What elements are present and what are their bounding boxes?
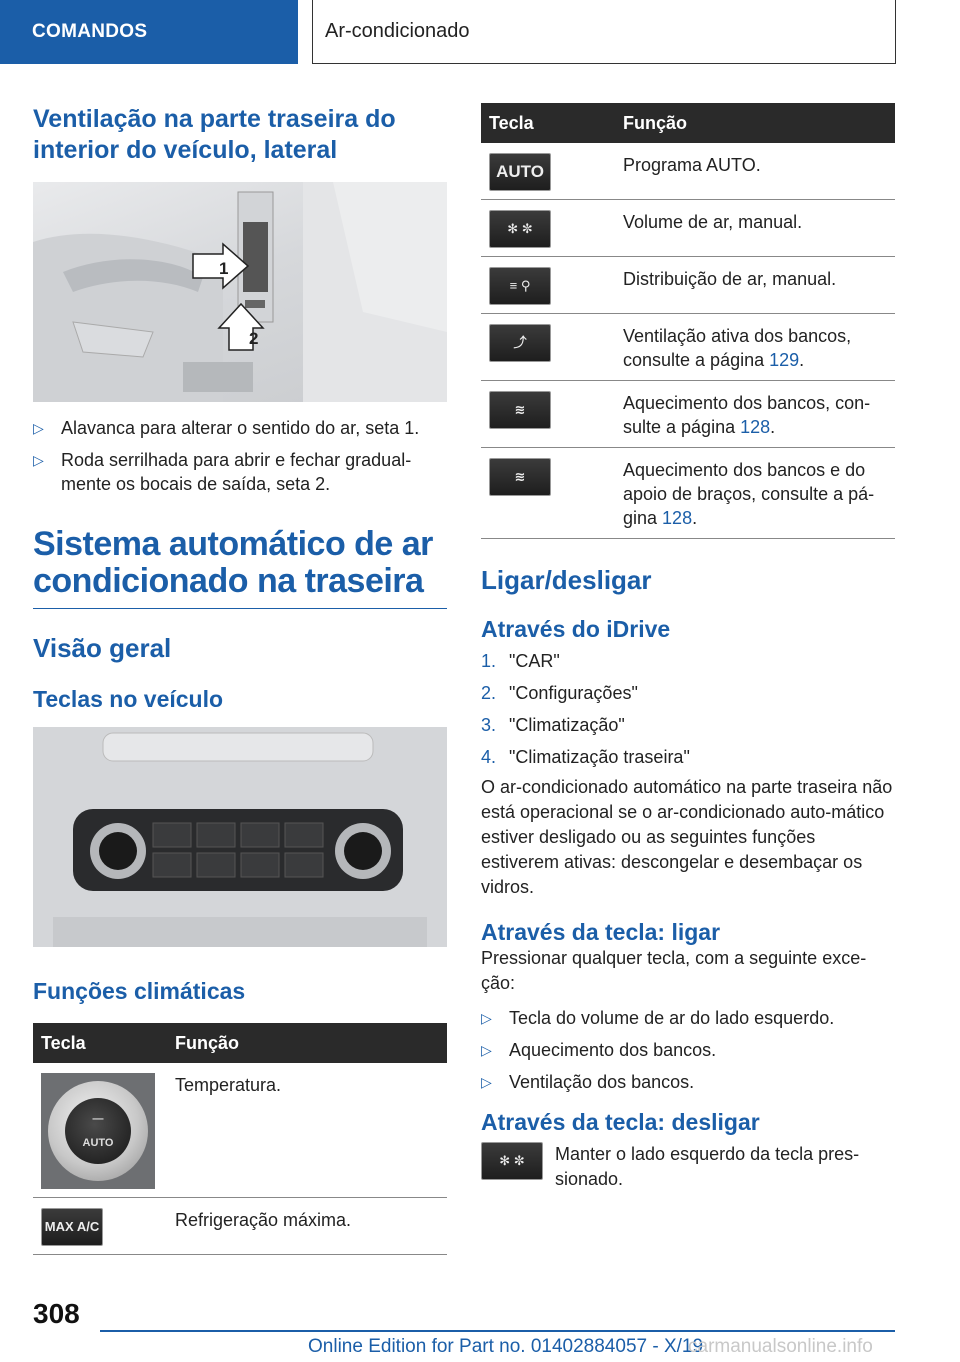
paragraph-on: Pressionar qualquer tecla, com a seguinte exce-ção: bbox=[481, 948, 867, 993]
vent-bullets bbox=[33, 416, 447, 496]
section-label: COMANDOS bbox=[32, 21, 148, 42]
arrow-label-1: 1 bbox=[219, 259, 229, 278]
col-function-header: Função bbox=[167, 1023, 447, 1063]
table-row: ≋ Aquecimento dos bancos, con-sulte a página 128. bbox=[481, 381, 895, 448]
footer-rule bbox=[100, 1330, 895, 1332]
paragraph-off: Manter o lado esquerdo da tecla pres-sionado. bbox=[555, 1144, 860, 1189]
list-item: ▷ Aquecimento dos bancos. bbox=[481, 1040, 717, 1060]
list-item: ▷ Ventilação dos bancos. bbox=[481, 1072, 695, 1092]
door-vent-illustration bbox=[33, 182, 447, 402]
bullet-triangle-icon: ▷ bbox=[33, 420, 44, 436]
list-item: 3. "Climatização" bbox=[481, 715, 625, 735]
page-link[interactable]: 128 bbox=[740, 417, 771, 437]
function-text: Refrigeração máxima. bbox=[167, 1198, 447, 1255]
climate-functions-table bbox=[33, 1023, 447, 1255]
table-row: ⤴ Ventilação ativa dos bancos, consulte a página 129. bbox=[481, 314, 895, 381]
function-text: Volume de ar, manual. bbox=[615, 200, 895, 257]
list-item: ▷ Roda serrilhada para abrir e fechar gradual-mente os bocais de saída, seta 2. bbox=[33, 450, 412, 494]
page-link[interactable]: 128 bbox=[662, 508, 693, 528]
table-row bbox=[481, 143, 895, 200]
off-instruction bbox=[481, 1142, 895, 1192]
col-key-header: Tecla bbox=[481, 103, 615, 143]
auto-knob-icon: — AUTO bbox=[41, 1073, 155, 1189]
table-row: ≋ Aquecimento dos bancos e do apoio de braços, consulte a pá-gina 128. bbox=[481, 448, 895, 539]
bullet-triangle-icon: ▷ bbox=[481, 1042, 492, 1058]
edition-text: Online Edition for Part no. 01402884057 - X/19 bbox=[308, 1336, 704, 1357]
list-item: 1. "CAR" bbox=[481, 651, 560, 671]
right-column bbox=[481, 103, 895, 1192]
left-column bbox=[33, 100, 447, 1255]
rear-panel-illustration bbox=[33, 727, 447, 947]
chapter-title-box bbox=[312, 0, 896, 64]
page-link[interactable]: 129 bbox=[769, 350, 800, 370]
list-item: ▷ Alavanca para alterar o sentido do ar, seta 1. bbox=[33, 418, 420, 438]
chapter-title: Ar-condicionado bbox=[325, 20, 470, 42]
seat-armrest-heating-icon: ≋ bbox=[489, 458, 551, 496]
table-row bbox=[33, 1198, 447, 1255]
heading-keys: Teclas no veículo bbox=[33, 686, 224, 712]
auto-key-icon: AUTO bbox=[489, 153, 551, 191]
air-distribution-icon: ≡ ⚲ bbox=[489, 267, 551, 305]
heading-off: Através da tecla: desligar bbox=[481, 1109, 760, 1135]
paragraph-idrive: O ar-condicionado automático na parte traseira não está operacional se o ar-condicionado auto-mático estiver desligado ou as seguintes funções estiverem ativas: descongelar e desembaçar os vidros. bbox=[481, 777, 893, 897]
heading-lateral: Ventilação na parte traseira do interior do veículo, lateral bbox=[33, 105, 396, 164]
heading-system: Sistema automático de ar condicionado na traseira bbox=[33, 526, 447, 609]
heading-on: Através da tecla: ligar bbox=[481, 919, 721, 945]
heading-functions: Funções climáticas bbox=[33, 978, 246, 1004]
table-row bbox=[481, 200, 895, 257]
seat-ventilation-icon: ⤴ bbox=[489, 324, 551, 362]
function-text: Temperatura. bbox=[167, 1063, 447, 1198]
on-exceptions bbox=[481, 1006, 895, 1094]
photo-rear-control-panel bbox=[33, 727, 447, 947]
function-text: Aquecimento dos bancos e do apoio de braços, consulte a pá-gina bbox=[623, 460, 875, 528]
key-functions-table bbox=[481, 103, 895, 539]
table-row bbox=[481, 257, 895, 314]
idrive-steps bbox=[481, 649, 895, 769]
function-text: Distribuição de ar, manual. bbox=[615, 257, 895, 314]
photo-door-vent bbox=[33, 182, 447, 402]
heading-onoff: Ligar/desligar bbox=[481, 565, 652, 595]
page-number: 308 bbox=[33, 1298, 80, 1329]
bullet-triangle-icon: ▷ bbox=[481, 1010, 492, 1026]
function-text: Programa AUTO. bbox=[615, 143, 895, 200]
function-text: Ventilação ativa dos bancos, consulte a página bbox=[623, 326, 852, 370]
fan-icon: ✻ ✼ bbox=[489, 210, 551, 248]
fan-icon: ✻ ✼ bbox=[481, 1142, 543, 1180]
section-tab bbox=[0, 0, 298, 64]
heading-idrive: Através do iDrive bbox=[481, 616, 671, 642]
max-ac-icon: MAX A/C bbox=[41, 1208, 103, 1246]
bullet-triangle-icon: ▷ bbox=[481, 1074, 492, 1090]
arrow-label-2: 2 bbox=[249, 329, 259, 348]
bullet-triangle-icon: ▷ bbox=[33, 452, 44, 468]
col-function-header: Função bbox=[615, 103, 895, 143]
col-key-header: Tecla bbox=[33, 1023, 167, 1063]
heading-overview: Visão geral bbox=[33, 633, 172, 663]
list-item: 2. "Configurações" bbox=[481, 683, 638, 703]
table-row bbox=[33, 1063, 447, 1198]
function-text: Aquecimento dos bancos, con-sulte a página bbox=[623, 393, 871, 437]
list-item: ▷ Tecla do volume de ar do lado esquerdo. bbox=[481, 1008, 835, 1028]
list-item: 4. "Climatização traseira" bbox=[481, 747, 690, 767]
watermark: carmanualsonline.info bbox=[688, 1336, 873, 1357]
seat-heating-icon: ≋ bbox=[489, 391, 551, 429]
